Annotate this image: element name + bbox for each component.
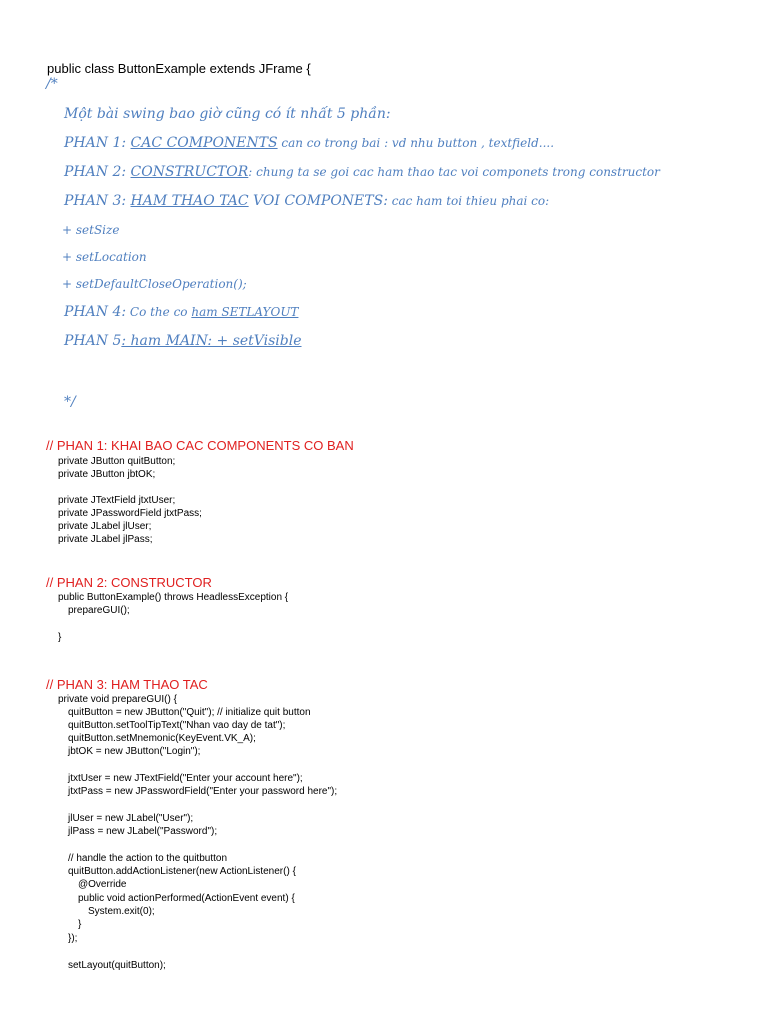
- section-heading-3: // PHAN 3: HAM THAO TAC: [46, 677, 208, 692]
- phan-5-underlined: : ham MAIN: + setVisible: [121, 333, 302, 349]
- comment-bullet-setlocation: + setLocation: [62, 250, 147, 264]
- code-line: private JLabel jlPass;: [58, 534, 153, 545]
- phan-4-underlined: ham SETLAYOUT: [191, 305, 299, 319]
- code-line: });: [68, 933, 78, 944]
- phan-1-desc: can co trong bai : vd nhu button , textfield....: [277, 136, 555, 150]
- comment-open: /*: [46, 76, 58, 92]
- code-line: jtxtPass = new JPasswordField("Enter your password here");: [68, 786, 338, 797]
- code-line: private JLabel jlUser;: [58, 521, 152, 532]
- code-line: quitButton.setToolTipText("Nhan vao day de tat");: [68, 720, 286, 731]
- phan-3-desc: cac ham toi thieu phai co:: [387, 194, 550, 208]
- code-line: public ButtonExample() throws HeadlessException {: [58, 592, 289, 603]
- comment-phan-2: [64, 164, 660, 180]
- phan-2-underlined: CONSTRUCTOR: [130, 164, 249, 180]
- code-line: }: [78, 919, 82, 930]
- comment-intro: Một bài swing bao giờ cũng có ít nhất 5 phần:: [64, 106, 391, 122]
- code-line: prepareGUI();: [68, 605, 130, 616]
- comment-bullet-setsize: + setSize: [62, 223, 120, 237]
- code-line: // handle the action to the quitbutton: [68, 853, 228, 864]
- section-heading-2: // PHAN 2: CONSTRUCTOR: [46, 575, 212, 590]
- phan-1-prefix: PHAN 1:: [64, 135, 131, 151]
- code-line: quitButton = new JButton("Quit"); // initialize quit button: [68, 707, 311, 718]
- code-line: private JTextField jtxtUser;: [58, 495, 176, 506]
- comment-close: */: [64, 394, 76, 410]
- code-line: quitButton.setMnemonic(KeyEvent.VK_A);: [68, 733, 256, 744]
- phan-2-desc: : chung ta se goi cac ham thao tac voi componets trong constructor: [248, 165, 660, 179]
- code-line: jtxtUser = new JTextField("Enter your account here");: [68, 773, 303, 784]
- code-line: @Override: [78, 879, 127, 890]
- phan-2-prefix: PHAN 2:: [64, 164, 131, 180]
- phan-5-prefix: PHAN 5: [64, 333, 122, 349]
- comment-phan-5: [64, 333, 302, 349]
- code-line: private void prepareGUI() {: [58, 694, 177, 705]
- code-line: jlUser = new JLabel("User");: [68, 813, 194, 824]
- code-line: public void actionPerformed(ActionEvent event) {: [78, 893, 295, 904]
- code-line: private JButton quitButton;: [58, 456, 176, 467]
- code-line: setLayout(quitButton);: [68, 960, 166, 971]
- code-line: }: [58, 632, 62, 643]
- phan-3-underlined: HAM THAO TAC: [130, 193, 249, 209]
- phan-4-prefix: PHAN 4:: [64, 304, 127, 320]
- phan-3-prefix: PHAN 3:: [64, 193, 131, 209]
- phan-3-mid: VOI COMPONETS:: [248, 193, 388, 209]
- comment-phan-3: [64, 193, 549, 209]
- phan-4-mid: Co the co: [126, 305, 192, 319]
- code-line: private JPasswordField jtxtPass;: [58, 508, 202, 519]
- code-line: jbtOK = new JButton("Login");: [68, 746, 201, 757]
- code-line: private JButton jbtOK;: [58, 469, 156, 480]
- comment-bullet-setdefaultclose: + setDefaultCloseOperation();: [62, 277, 247, 291]
- class-declaration: public class ButtonExample extends JFrame {: [47, 61, 311, 76]
- code-line: System.exit(0);: [88, 906, 155, 917]
- comment-phan-1: [64, 135, 554, 151]
- section-heading-1: // PHAN 1: KHAI BAO CAC COMPONENTS CO BAN: [46, 438, 354, 453]
- comment-phan-4: [64, 304, 298, 320]
- code-line: jlPass = new JLabel("Password");: [68, 826, 218, 837]
- code-line: quitButton.addActionListener(new ActionListener() {: [68, 866, 296, 877]
- phan-1-underlined: CAC COMPONENTS: [130, 135, 278, 151]
